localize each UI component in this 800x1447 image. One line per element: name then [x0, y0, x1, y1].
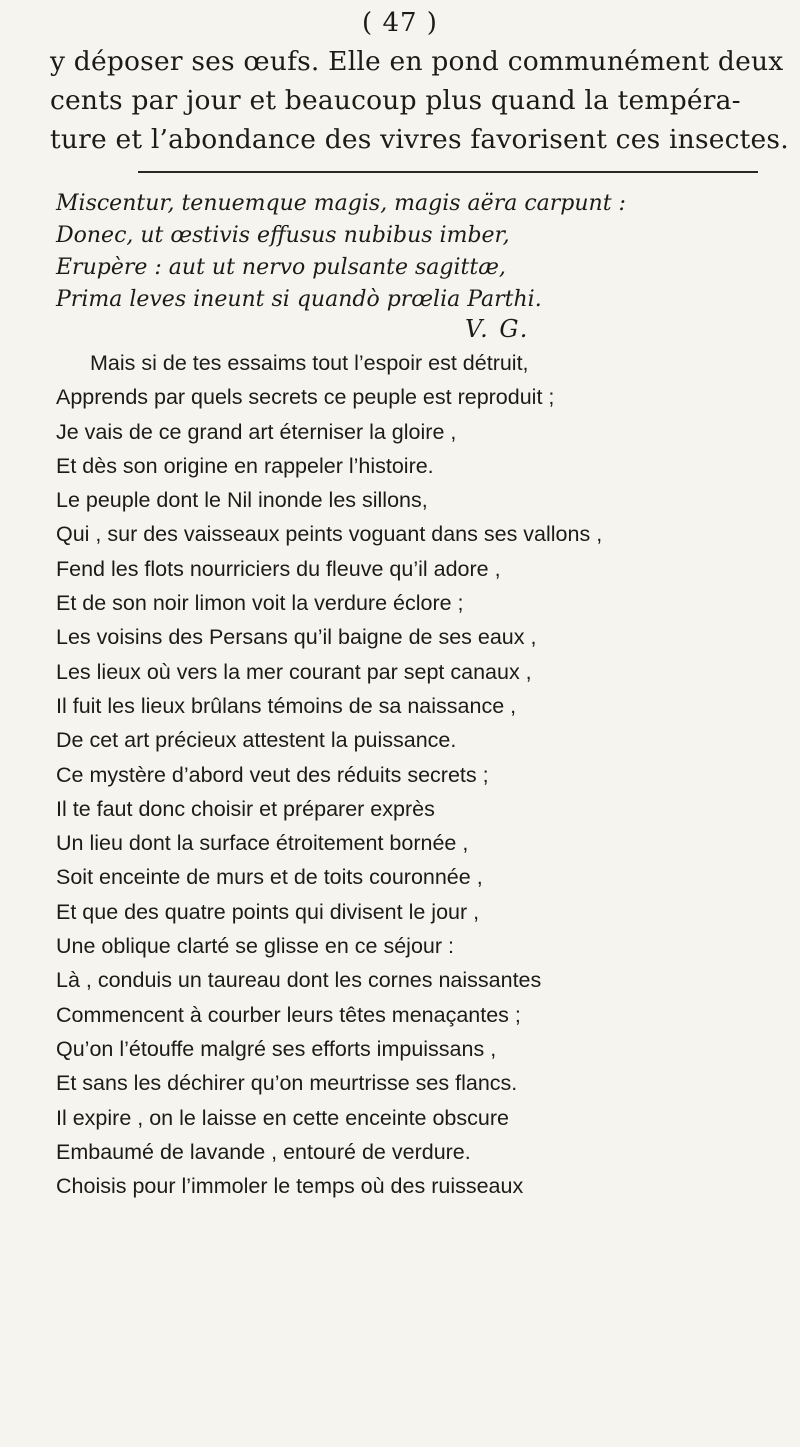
verse-line: Et de son noir limon voit la verdure éclore ;: [56, 591, 464, 616]
verse-line: Mais si de tes essaims tout l’espoir est détruit,: [90, 351, 529, 375]
verse-line: Il expire , on le laisse en cette enceinte obscure: [56, 1105, 509, 1130]
verse-line: Là , conduis un taureau dont les cornes naissantes: [56, 968, 542, 993]
verse-line: Choisis pour l’immoler le temps où des ruisseaux: [56, 1174, 524, 1199]
verse-line: Et dès son origine en rappeler l’histoire.: [56, 453, 434, 478]
verse-line: Les lieux où vers la mer courant par sept canaux ,: [56, 659, 532, 684]
verse-line: Qui , sur des vaisseaux peints voguant dans ses vallons ,: [56, 522, 603, 547]
page-number: ( 47 ): [362, 8, 438, 38]
verse-line: Il fuit les lieux brûlans témoins de sa naissance ,: [56, 693, 517, 718]
verse-line: Ce mystère d’abord veut des réduits secrets ;: [56, 762, 489, 787]
latin-line: Prima leves ineunt si quandò prœlia Parthi.: [56, 287, 542, 312]
verse-line: De cet art précieux attestent la puissance.: [56, 728, 457, 753]
latin-line: Erupère : aut ut nervo pulsante sagittæ,: [56, 255, 506, 280]
verse-line: Embaumé de lavande , entouré de verdure.: [56, 1139, 471, 1164]
verse-line: Fend les flots nourriciers du fleuve qu’il adore ,: [56, 556, 501, 581]
prose-paragraph: [50, 42, 789, 159]
separator-rule: [138, 171, 758, 173]
verse-line: Je vais de ce grand art éterniser la gloire ,: [56, 419, 457, 444]
latin-line: Donec, ut œstivis effusus nubibus imber,: [56, 223, 510, 248]
french-verse: [56, 346, 776, 1203]
prose-line: ture et l’abondance des vivres favorisent ces insectes.: [50, 124, 789, 155]
latin-line: Miscentur, tenuemque magis, magis aëra carpunt :: [56, 191, 626, 216]
verse-line: Une oblique clarté se glisse en ce séjour :: [56, 934, 454, 959]
verse-line: Et que des quatre points qui divisent le jour ,: [56, 899, 480, 924]
verse-line: Qu’on l’étouffe malgré ses efforts impuissans ,: [56, 1036, 497, 1061]
verse-line: Le peuple dont le Nil inonde les sillons,: [56, 488, 428, 513]
latin-quotation: [56, 188, 776, 316]
prose-line: cents par jour et beaucoup plus quand la tempéra-: [50, 85, 741, 116]
verse-line: Les voisins des Persans qu’il baigne de ses eaux ,: [56, 625, 537, 650]
verse-line: Apprends par quels secrets ce peuple est reproduit ;: [56, 385, 555, 410]
latin-attribution: V. G.: [465, 315, 530, 343]
verse-line: Un lieu dont la surface étroitement bornée ,: [56, 831, 469, 856]
verse-line: Commencent à courber leurs têtes menaçantes ;: [56, 1002, 521, 1027]
prose-line: y déposer ses œufs. Elle en pond communément deux: [50, 46, 784, 77]
verse-line: Soit enceinte de murs et de toits couronnée ,: [56, 865, 483, 890]
verse-line: Et sans les déchirer qu’on meurtrisse ses flancs.: [56, 1071, 518, 1096]
verse-line: Il te faut donc choisir et préparer exprès: [56, 796, 435, 821]
